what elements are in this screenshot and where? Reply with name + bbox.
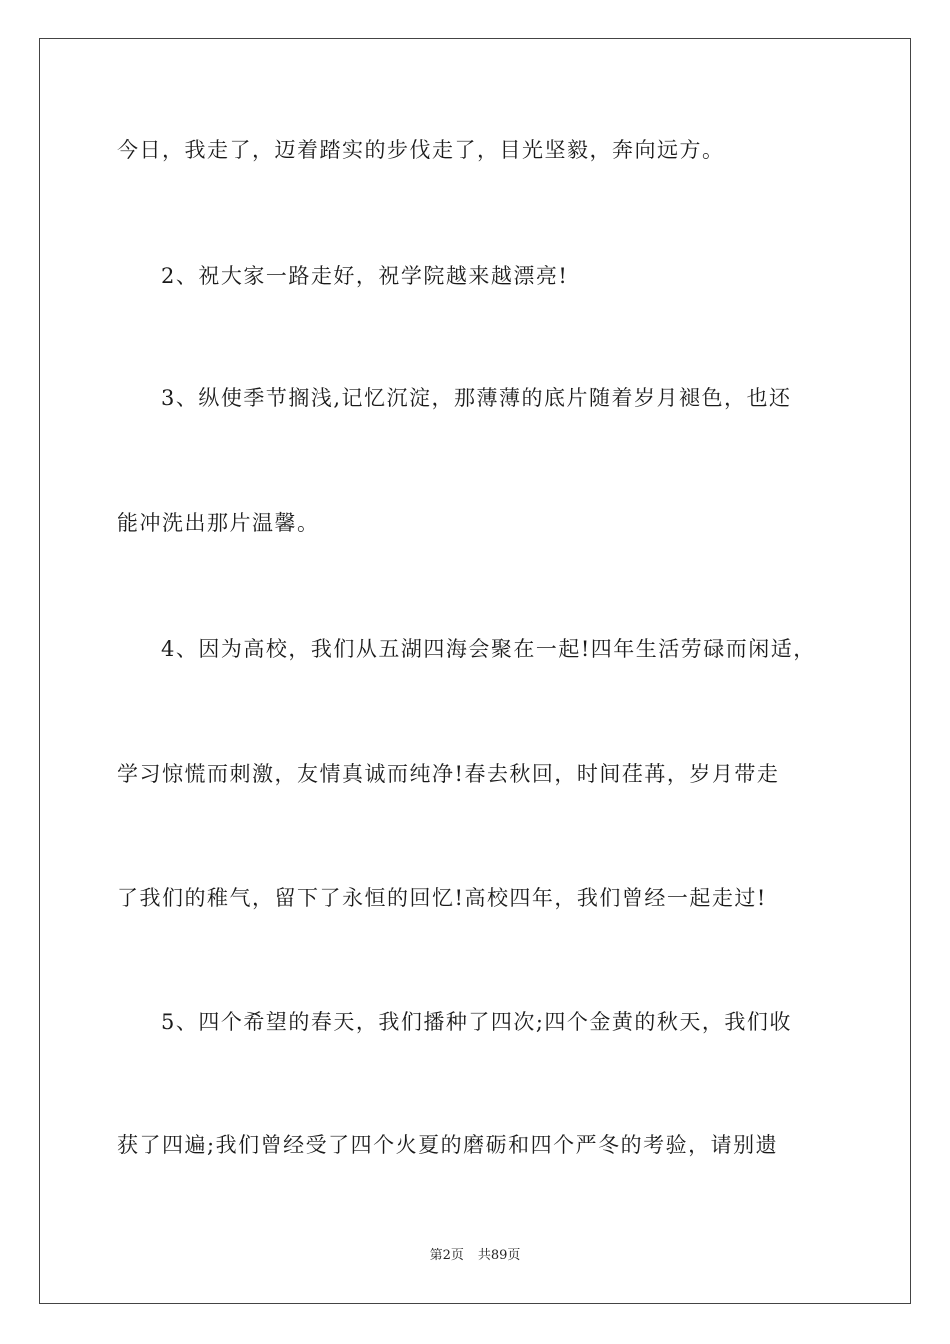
- text-line-1: 今日，我走了，迈着踏实的步伐走了，目光坚毅，奔向远方。: [117, 138, 725, 162]
- current-page-number: 第2页: [429, 1248, 464, 1263]
- text-line-7: 了我们的稚气，留下了永恒的回忆!高校四年，我们曾经一起走过!: [117, 886, 767, 910]
- text-line-4: 能冲洗出那片温馨。: [117, 511, 320, 535]
- text-line-2: 2、祝大家一路走好，祝学院越来越漂亮!: [161, 264, 569, 288]
- page-border: [39, 38, 911, 1304]
- total-page-count: 共89页: [477, 1248, 521, 1263]
- page-footer: [0, 1247, 950, 1265]
- text-line-9: 获了四遍;我们曾经受了四个火夏的磨砺和四个严冬的考验，请别遗: [117, 1133, 779, 1157]
- text-line-6: 学习惊慌而刺激，友情真诚而纯净!春去秋回，时间荏苒，岁月带走: [117, 762, 780, 786]
- text-line-5: 4、因为高校，我们从五湖四海会聚在一起!四年生活劳碌而闲适，: [161, 637, 816, 661]
- text-line-8: 5、四个希望的春天，我们播种了四次;四个金黄的秋天，我们收: [161, 1010, 792, 1034]
- text-line-3: 3、纵使季节搁浅,记忆沉淀，那薄薄的底片随着岁月褪色，也还: [161, 386, 792, 410]
